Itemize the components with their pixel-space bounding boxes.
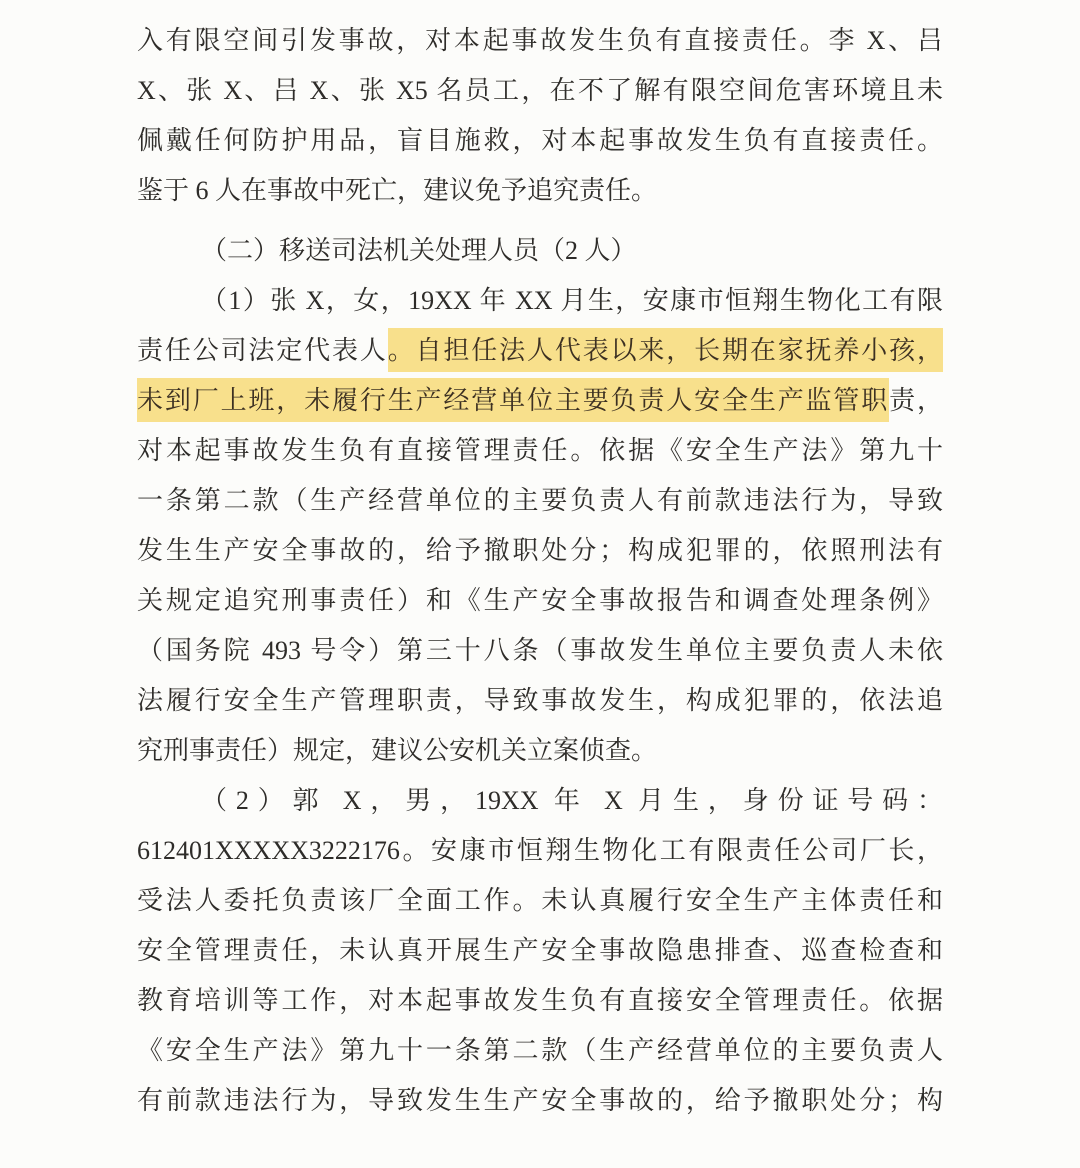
text-line (137, 576, 943, 626)
text-segment: （1）张 X，女，19XX 年 XX 月生，安康市恒翔生物化工有限 (201, 286, 943, 315)
text-segment: （二）移送司法机关处理人员（2 人） (201, 236, 637, 265)
text-line (137, 66, 943, 116)
text-segment: 入有限空间引发事故，对本起事故发生负有直接责任。李 X、吕 (137, 26, 943, 55)
text-segment: 有前款违法行为，导致发生生产安全事故的，给予撤职处分；构 (137, 1086, 943, 1115)
text-line (137, 926, 943, 976)
text-line (137, 726, 943, 776)
text-segment: 责， (889, 386, 943, 415)
text-line (137, 16, 943, 66)
text-line (137, 276, 943, 326)
text-segment: 佩戴任何防护用品，盲目施救，对本起事故发生负有直接责任。 (137, 126, 943, 155)
text-segment: 究刑事责任）规定，建议公安机关立案侦查。 (137, 736, 658, 765)
highlighted-text: 未到厂上班，未履行生产经营单位主要负责人安全生产监管职 (137, 378, 889, 422)
highlighted-text: 。自担任法人代表以来，长期在家抚养小孩， (388, 328, 943, 372)
text-line (137, 876, 943, 926)
document-body (137, 16, 943, 1126)
text-segment: 关规定追究刑事责任）和《生产安全事故报告和调查处理条例》 (137, 586, 943, 615)
text-line (137, 1026, 943, 1076)
text-segment: X、张 X、吕 X、张 X5 名员工，在不了解有限空间危害环境且未 (137, 76, 943, 105)
text-line (137, 326, 943, 376)
text-line (137, 376, 943, 426)
text-segment: 鉴于 6 人在事故中死亡，建议免予追究责任。 (137, 176, 658, 205)
text-segment: 受法人委托负责该厂全面工作。未认真履行安全生产主体责任和 (137, 886, 943, 915)
text-line (137, 1076, 943, 1126)
text-segment: 安全管理责任，未认真开展生产安全事故隐患排查、巡查检查和 (137, 936, 943, 965)
text-line (137, 476, 943, 526)
text-segment: 法履行安全生产管理职责，导致事故发生，构成犯罪的，依法追 (137, 686, 943, 715)
text-line (137, 166, 943, 216)
text-segment: 612401XXXXX3222176。安康市恒翔生物化工有限责任公司厂长， (137, 836, 943, 865)
text-line (137, 226, 943, 276)
text-segment: （2）郭 X，男，19XX 年 X 月生，身份证号码： (201, 786, 943, 815)
text-segment: 发生生产安全事故的，给予撤职处分；构成犯罪的，依照刑法有 (137, 536, 943, 565)
text-segment: 《安全生产法》第九十一条第二款（生产经营单位的主要负责人 (137, 1036, 943, 1065)
text-line (137, 826, 943, 876)
text-line (137, 776, 943, 826)
text-segment: 一条第二款（生产经营单位的主要负责人有前款违法行为，导致 (137, 486, 943, 515)
text-line (137, 626, 943, 676)
text-line (137, 976, 943, 1026)
text-line (137, 676, 943, 726)
text-segment: 对本起事故发生负有直接管理责任。依据《安全生产法》第九十 (137, 436, 943, 465)
text-segment: （国务院 493 号令）第三十八条（事故发生单位主要负责人未依 (137, 636, 943, 665)
text-segment: 教育培训等工作，对本起事故发生负有直接安全管理责任。依据 (137, 986, 943, 1015)
text-line (137, 426, 943, 476)
text-line (137, 526, 943, 576)
text-segment: 责任公司法定代表人 (137, 336, 388, 365)
text-line (137, 116, 943, 166)
